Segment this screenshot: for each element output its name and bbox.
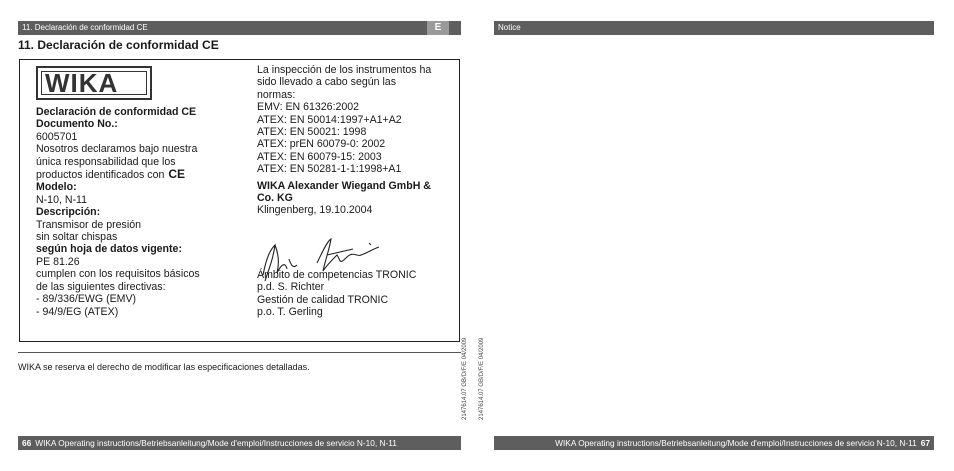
- model-label: Modelo:: [36, 181, 77, 194]
- signatory-line: Ámbito de competencias TRONIC: [257, 268, 417, 281]
- description-label: Descripción:: [36, 206, 101, 219]
- wika-logo: [36, 66, 152, 100]
- page-footer-right: [494, 436, 934, 450]
- signatory-line: p.o. T. Gerling: [257, 306, 323, 319]
- language-badge: E: [427, 21, 449, 35]
- signatory-line: p.d. S. Richter: [257, 281, 325, 294]
- page-header-left: [18, 21, 461, 35]
- norm-item: ATEX: EN 50281-1-1:1998+A1: [257, 163, 402, 176]
- datasheet-label: según hoja de datos vigente:: [36, 243, 182, 256]
- description-line: sin soltar chispas: [36, 231, 118, 244]
- norm-item: EMV: EN 61326:2002: [257, 101, 360, 114]
- section-title: 11. Declaración de conformidad CE: [18, 38, 219, 52]
- company-line: Co. KG: [257, 192, 293, 205]
- page-footer-left: [18, 436, 461, 450]
- norm-item: ATEX: EN 50014:1997+A1+A2: [257, 113, 402, 126]
- footer-text: WIKA Operating instructions/Betriebsanleitung/Mode d'emploi/Instrucciones de servicio N-10, N-11: [35, 438, 397, 448]
- comply-line: de las siguientes directivas:: [36, 280, 166, 293]
- declaration-line: única responsabilidad que los: [36, 155, 176, 168]
- norm-item: ATEX: EN 50021: 1998: [257, 126, 367, 139]
- doc-number: 6005701: [36, 130, 78, 143]
- doc-label: Documento No.:: [36, 118, 118, 131]
- document-code-left: 2147614.07 GB/D/F/E 04/2009: [462, 337, 468, 420]
- document-code-right: 2147614.07 GB/D/F/E 04/2009: [479, 337, 485, 420]
- header-title: 11. Declaración de conformidad CE: [22, 23, 148, 32]
- directive-item: - 89/336/EWG (EMV): [36, 293, 137, 306]
- header-title-right: Notice: [498, 23, 521, 32]
- footer-text: WIKA Operating instructions/Betriebsanleitung/Mode d'emploi/Instrucciones de servicio N-10, N-11: [555, 438, 917, 448]
- company-line: WIKA Alexander Wiegand GmbH &: [257, 179, 431, 192]
- declaration-line: productos identificados con: [36, 169, 165, 182]
- intro-line: sido llevado a cabo según las: [257, 76, 396, 89]
- page-number: 66: [22, 438, 32, 448]
- certificate-left-column: [36, 106, 236, 318]
- intro-line: La inspección de los instrumentos ha: [257, 64, 432, 76]
- page-header-right: [494, 21, 934, 35]
- norm-item: ATEX: prEN 60079-0: 2002: [257, 138, 386, 151]
- description-line: Transmisor de presión: [36, 218, 141, 231]
- place-date: Klingenberg, 19.10.2004: [257, 204, 373, 217]
- signatory-line: Gestión de calidad TRONIC: [257, 293, 389, 306]
- page-number: 67: [920, 438, 930, 448]
- logo-text: WIKA: [45, 68, 119, 98]
- directive-item: - 94/9/EG (ATEX): [36, 305, 119, 318]
- model-value: N-10, N-11: [36, 193, 88, 206]
- intro-line: normas:: [257, 88, 296, 101]
- comply-line: cumplen con los requisitos básicos: [36, 268, 200, 281]
- norm-item: ATEX: EN 60079-15: 2003: [257, 150, 382, 163]
- certificate-box: [19, 59, 460, 342]
- datasheet-value: PE 81.26: [36, 255, 80, 268]
- handwritten-signature: [257, 235, 397, 285]
- ce-mark-icon: CE: [168, 167, 186, 182]
- cert-heading: Declaración de conformidad CE: [36, 106, 197, 118]
- divider: [18, 352, 461, 353]
- disclaimer-text: WIKA se reserva el derecho de modificar las especificaciones detalladas.: [18, 362, 310, 372]
- declaration-line: Nosotros declaramos bajo nuestra: [36, 143, 198, 156]
